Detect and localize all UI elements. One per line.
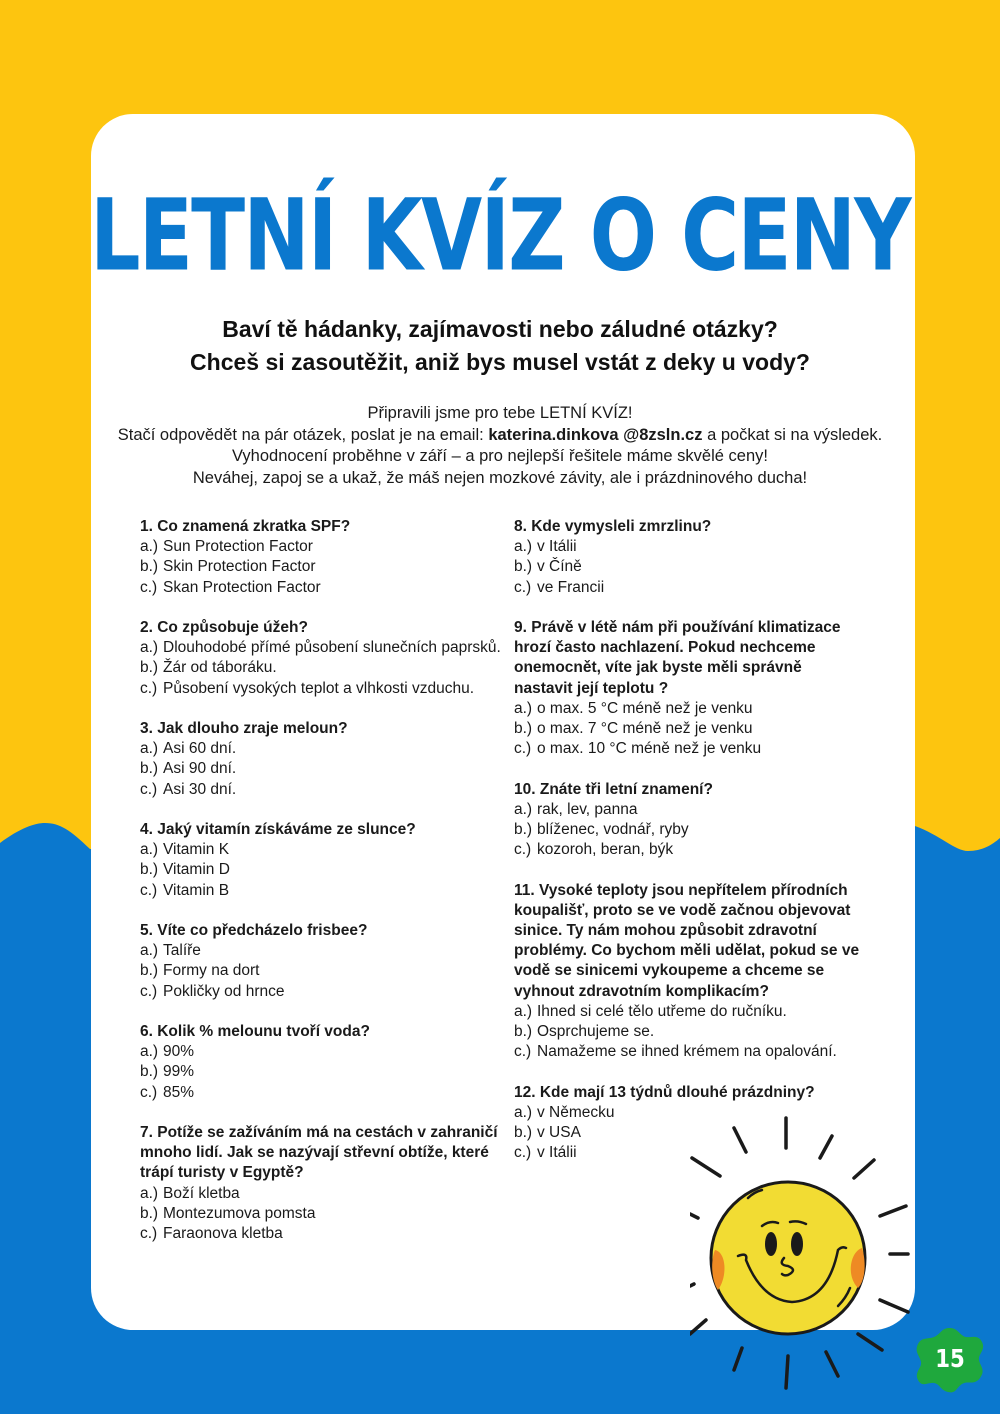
option-letter: c.) [140,1083,158,1101]
answer-option [140,679,510,699]
option-letter: b.) [514,821,533,839]
option-text: Formy na dort [163,962,260,980]
option-letter: c.) [514,841,532,859]
option-letter: b.) [140,861,159,879]
option-letter: b.) [140,1063,159,1081]
question-title: 7. Potíže se zažíváním má na cestách v zahraničí mnoho lidí. Jak se nazývají střevní obtíže, které trápí turisty v Egyptě? [140,1124,498,1182]
option-letter: c.) [140,881,158,899]
page-number: 15 [935,1343,965,1373]
option-text: v Itálii [537,1144,577,1162]
option-letter: a.) [140,538,159,556]
subtitle-line-1: Baví tě hádanky, zajímavosti nebo záludné otázky? [222,316,778,342]
option-letter: a.) [140,639,159,657]
answer-option [514,1042,864,1062]
answer-option [140,638,510,658]
subtitle-line-2: Chceš si zasoutěžit, aniž bys musel vstát z deky u vody? [190,349,810,375]
answer-option [514,800,864,820]
option-letter: c.) [514,578,532,596]
option-letter: c.) [140,1225,158,1243]
answer-option [514,820,864,840]
intro-text-before-email: Stačí odpovědět na pár otázek, poslat je na email: [117,425,489,444]
option-letter: c.) [514,1144,532,1162]
option-text: Talíře [163,942,201,960]
intro-line-3: Neváhej, zapoj se a ukaž, že máš nejen mozkové závity, ale i prázdninového ducha! [192,468,808,487]
answer-option [140,759,510,779]
option-text: rak, lev, panna [537,800,638,818]
option-text: Boží kletba [163,1184,240,1202]
quiz-question [140,719,510,800]
quiz-question [140,517,510,598]
option-text: Dlouhodobé přímé působení slunečních paprsků. [163,639,501,657]
answer-option [140,881,510,901]
option-text: o max. 7 °C méně než je venku [537,720,753,738]
answer-option [140,941,510,961]
answer-option [514,537,864,557]
quiz-question [514,881,864,1063]
questions-right-column [514,517,864,1184]
option-letter: a.) [514,699,533,717]
answer-option [514,1002,864,1022]
option-text: 90% [163,1043,195,1061]
intro-text [100,403,900,489]
option-text: Asi 60 dní. [163,740,237,758]
questions-left-column [140,517,510,1264]
option-text: kozoroh, beran, býk [537,841,674,859]
answer-option [514,557,864,577]
answer-option [140,1204,510,1224]
option-letter: a.) [140,740,159,758]
answer-option [140,982,510,1002]
option-letter: a.) [140,841,159,859]
option-text: Vitamin K [163,841,230,859]
option-letter: a.) [140,1043,159,1061]
option-letter: b.) [514,720,533,738]
email-address: katerina.dinkova @8zsln.cz [488,425,703,444]
option-text: Asi 90 dní. [163,760,237,778]
option-text: Vitamin D [163,861,230,879]
option-letter: b.) [514,1124,533,1142]
intro-line-1: Připravili jsme pro tebe LETNÍ KVÍZ! [367,404,633,422]
option-text: o max. 5 °C méně než je venku [537,699,753,717]
quiz-question [140,820,510,901]
option-text: 99% [163,1063,195,1081]
option-letter: a.) [514,800,533,818]
quiz-question [140,921,510,1002]
option-text: Ihned si celé tělo utřeme do ručníku. [537,1002,787,1020]
quiz-question [140,618,510,699]
answer-option [140,1083,510,1103]
option-letter: c.) [140,578,158,596]
subtitle [0,313,1000,379]
answer-option [140,780,510,800]
answer-option [514,719,864,739]
quiz-question [514,517,864,598]
answer-option [514,1022,864,1042]
right-eye [791,1232,803,1256]
option-letter: a.) [140,942,159,960]
question-title: 2. Co způsobuje úžeh? [140,619,308,636]
option-text: Montezumova pomsta [163,1204,316,1222]
answer-option [140,739,510,759]
answer-option [514,840,864,860]
option-text: Sun Protection Factor [163,538,313,556]
quiz-question [514,618,864,759]
option-letter: a.) [514,1002,533,1020]
option-letter: a.) [514,1103,533,1121]
option-text: ve Francii [537,578,605,596]
page-number-badge [914,1322,986,1394]
option-letter: b.) [514,1023,533,1041]
option-letter: b.) [140,558,159,576]
quiz-question [140,1123,510,1244]
option-text: v Číně [537,558,582,576]
option-letter: c.) [514,1043,532,1061]
option-letter: c.) [514,740,532,758]
option-text: o max. 10 °C méně než je venku [537,740,762,758]
option-letter: a.) [140,1184,159,1202]
answer-option [140,578,510,598]
answer-option [140,860,510,880]
option-text: blíženec, vodnář, ryby [537,821,689,839]
answer-option [514,578,864,598]
option-letter: c.) [140,780,158,798]
option-letter: b.) [514,558,533,576]
answer-option [140,1224,510,1244]
option-letter: b.) [140,760,159,778]
intro-line-2 [100,425,900,468]
answer-option [140,557,510,577]
answer-option [140,961,510,981]
intro-text-after-email: a počkat si na výsledek. Vyhodnocení proběhne v září – a pro nejlepší řešitele máme skvělé ceny! [232,425,883,465]
option-letter: b.) [140,962,159,980]
option-letter: a.) [514,538,533,556]
option-text: Působení vysokých teplot a vlhkosti vzduchu. [163,679,475,697]
option-letter: b.) [140,1204,159,1222]
smiling-sun-illustration [690,1100,910,1414]
question-title: 4. Jaký vitamín získáváme ze slunce? [140,821,416,838]
question-title: 11. Vysoké teploty jsou nepřítelem přírodních koupališť, proto se ve vodě začnou objevovat sinice. Ty nám mohou způsobit zdravotní problémy. Co bychom měli udělat, pokud se ve vodě se sinicemi vykoupeme a chceme se vyhnout zdravotním komplikacím? [514,881,860,1000]
question-title: 10. Znáte tři letní znamení? [514,780,713,798]
answer-option [140,1062,510,1082]
question-title: 12. Kde mají 13 týdnů dlouhé prázdniny? [514,1083,815,1101]
option-text: Osprchujeme se. [537,1023,655,1041]
page-title: LETNÍ KVÍZ O CENY [90,177,910,294]
answer-option [140,1042,510,1062]
option-text: v Itálii [537,538,577,556]
answer-option [140,537,510,557]
question-title: 1. Co znamená zkratka SPF? [140,518,351,535]
option-text: 85% [163,1083,195,1101]
quiz-question [140,1022,510,1103]
option-text: Faraonova kletba [163,1225,283,1243]
question-title: 6. Kolik % melounu tvoří voda? [140,1023,370,1040]
answer-option [140,658,510,678]
answer-option [514,739,864,759]
option-letter: c.) [140,982,158,1000]
option-text: v USA [537,1124,581,1142]
option-text: Vitamin B [163,881,230,899]
option-text: Skan Protection Factor [163,578,321,596]
question-title: 9. Právě v létě nám při používání klimatizace hrozí často nachlazení. Pokud nechceme onemocnět, víte jak byste měli správně nastavit její teplotu ? [514,619,841,697]
option-letter: b.) [140,659,159,677]
question-title: 5. Víte co předcházelo frisbee? [140,922,368,939]
option-text: Skin Protection Factor [163,558,316,576]
option-text: v Německu [537,1103,615,1121]
answer-option [514,699,864,719]
option-text: Pokličky od hrnce [163,982,285,1000]
option-text: Asi 30 dní. [163,780,237,798]
answer-option [140,1184,510,1204]
option-letter: c.) [140,679,158,697]
question-title: 3. Jak dlouho zraje meloun? [140,720,348,737]
option-text: Namažeme se ihned krémem na opalování. [537,1043,837,1061]
quiz-question [514,780,864,861]
option-text: Žár od táboráku. [163,659,277,677]
question-title: 8. Kde vymysleli zmrzlinu? [514,518,712,535]
left-eye [765,1232,777,1256]
sun-face [711,1182,865,1334]
answer-option [140,840,510,860]
